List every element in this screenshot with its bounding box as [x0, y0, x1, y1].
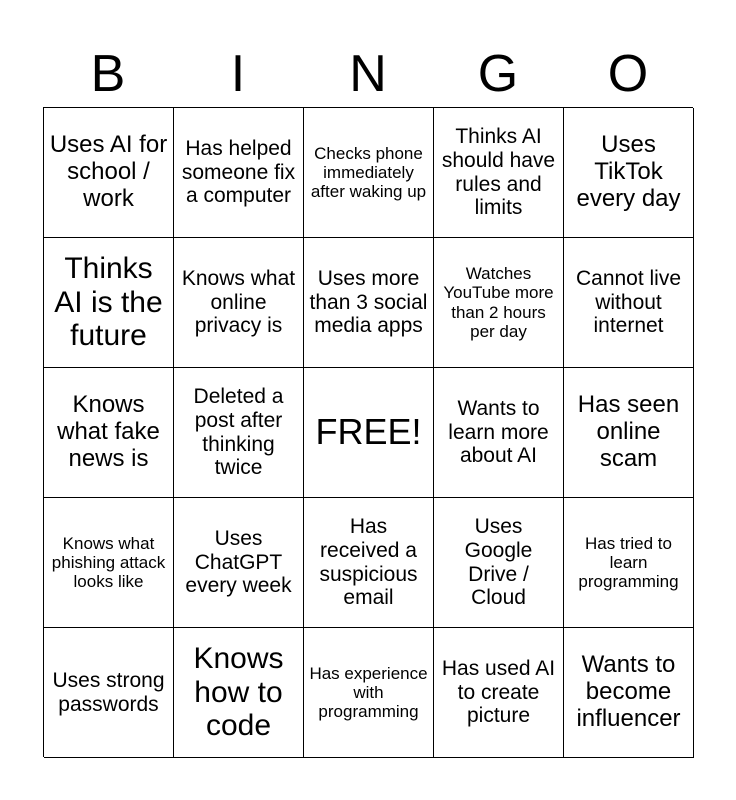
cell-text: Wants to become influencer [576, 651, 681, 732]
bingo-cell[interactable] [434, 238, 564, 368]
cell-text: Has tried to learn programming [578, 533, 679, 592]
bingo-cell[interactable] [564, 368, 694, 498]
header-letter-n: N [349, 45, 387, 103]
bingo-cell[interactable] [434, 628, 564, 758]
bingo-cell[interactable] [564, 238, 694, 368]
bingo-cell[interactable] [564, 108, 694, 238]
bingo-cell[interactable] [434, 108, 564, 238]
bingo-cell[interactable] [304, 238, 434, 368]
bingo-cell[interactable] [304, 108, 434, 238]
bingo-cell[interactable] [434, 498, 564, 628]
bingo-cell[interactable] [174, 628, 304, 758]
cell-text: Uses Google Drive / Cloud [464, 515, 533, 610]
header-letter-b: B [90, 45, 126, 103]
bingo-cell[interactable] [304, 628, 434, 758]
cell-text: Has experience with programming [309, 663, 428, 722]
cell-text: Knows what phishing attack looks like [51, 533, 166, 592]
cell-text: Has used AI to create picture [441, 657, 556, 728]
cell-text: Uses AI for school / work [49, 131, 168, 212]
cell-text: Uses strong passwords [52, 668, 165, 716]
bingo-board [43, 107, 693, 757]
bingo-cell[interactable] [174, 368, 304, 498]
cell-text: Uses ChatGPT every week [185, 527, 292, 598]
cell-text: Knows how to code [193, 642, 284, 743]
bingo-cell[interactable] [564, 628, 694, 758]
header-letter-g: G [477, 45, 519, 103]
header-letter-i: I [230, 45, 246, 103]
bingo-cell[interactable] [434, 368, 564, 498]
cell-text: Uses more than 3 social media apps [309, 267, 428, 338]
bingo-cell[interactable] [304, 498, 434, 628]
free-space-label: FREE! [315, 411, 422, 453]
bingo-cell[interactable] [44, 628, 174, 758]
cell-text: Deleted a post after thinking twice [193, 385, 284, 480]
cell-text: Has helped someone fix a computer [181, 137, 296, 208]
bingo-cell[interactable] [174, 238, 304, 368]
cell-text: Cannot live without internet [575, 267, 682, 338]
bingo-cell[interactable] [174, 498, 304, 628]
cell-text: Thinks AI is the future [54, 252, 163, 353]
cell-text: Uses TikTok every day [576, 131, 681, 212]
cell-text: Wants to learn more about AI [448, 397, 549, 468]
cell-text: Knows what online privacy is [181, 267, 296, 338]
cell-text: Thinks AI should have rules and limits [441, 125, 556, 220]
cell-text: Watches YouTube more than 2 hours per day [443, 264, 554, 341]
cell-text: Has seen online scam [577, 391, 680, 472]
header-letter-o: O [607, 45, 649, 103]
bingo-cell[interactable] [44, 498, 174, 628]
bingo-cell[interactable] [174, 108, 304, 238]
bingo-header [43, 40, 693, 108]
bingo-cell[interactable] [44, 108, 174, 238]
cell-text: Knows what fake news is [57, 391, 160, 472]
bingo-cell[interactable] [44, 368, 174, 498]
cell-text: Has received a suspicious email [319, 515, 418, 610]
bingo-cell[interactable] [44, 238, 174, 368]
free-space-cell[interactable] [304, 368, 434, 498]
cell-text: Checks phone immediately after waking up [310, 143, 427, 202]
bingo-cell[interactable] [564, 498, 694, 628]
